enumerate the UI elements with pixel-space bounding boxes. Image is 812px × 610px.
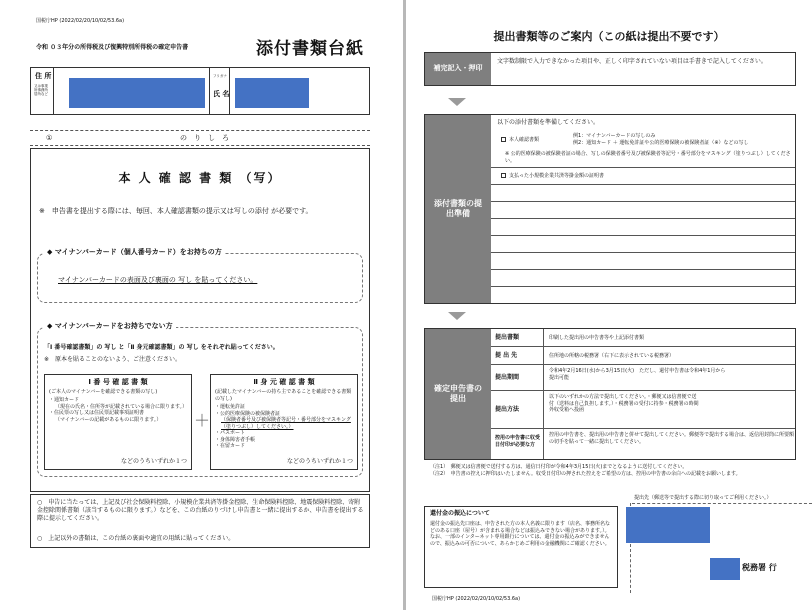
mynumber-card-instruction: マイナンバーカードの表面及び裏面の 写し を貼ってください。 bbox=[58, 276, 258, 284]
identity-confirmation-box bbox=[210, 374, 358, 470]
row-value: 印刷した提出用の申告書等や上記添付書類 bbox=[549, 335, 645, 341]
id-doc-examples bbox=[573, 133, 793, 146]
note-2: （注2） 申告書の控えに押印はいたしません。収受日付印の押された控えをご希望の方は、控用の申告書の余白への記載をお願いします。 bbox=[430, 470, 741, 477]
mynumber-card-heading: ◆ マイナンバーカード（個人番号カード）をお持ちの方 bbox=[44, 248, 225, 257]
plus-icon: ＋ bbox=[194, 411, 211, 430]
checkbox-label: 本人確認書類 bbox=[509, 137, 540, 143]
number-confirmation-subtitle: (ご本人のマイナンバーを確認できる書類の写し) bbox=[49, 389, 158, 395]
glue-number: ① bbox=[46, 134, 53, 142]
table-row bbox=[491, 329, 795, 347]
row-label: 提出方法 bbox=[495, 406, 520, 413]
checkbox-label: 支払った小規模企業共済等掛金額の証明書 bbox=[509, 173, 605, 179]
document-title: 添付書類台紙 bbox=[256, 39, 364, 59]
right-page bbox=[406, 0, 812, 610]
blank-entry-lines bbox=[491, 167, 795, 303]
list-item: ・身体障害者手帳 bbox=[215, 436, 256, 443]
tax-office-suffix: 税務署 行 bbox=[742, 563, 777, 572]
list-item: （マイナンバーの記載があるものに限ります。） bbox=[55, 416, 162, 423]
submission-notes bbox=[430, 464, 796, 477]
address-sublabel: 又は事業所事務所居所など bbox=[34, 84, 48, 97]
address-redaction bbox=[69, 78, 205, 108]
list-item: ・在留カード bbox=[215, 443, 246, 449]
attachment-prep-intro: 以下の添付書類を準備してください。 bbox=[497, 119, 600, 126]
name-label: 氏 名 bbox=[213, 90, 230, 98]
guide-title: 提出書類等のご案内（この紙は提出不要です） bbox=[493, 30, 725, 43]
arrow-down-icon bbox=[448, 98, 466, 106]
id-doc-masking-note: ※ 公的医療保険の被保険者証の場合、写しの保険者番号及び被保険者等記号・番号部分をマスキング（塗りつぶし）してください。 bbox=[505, 151, 791, 164]
list-item: ・運転免許証 bbox=[215, 404, 246, 410]
list-item: ・通知カード bbox=[49, 397, 80, 403]
row-value: 以下のいずれかの方法で提出してください。・郵便又は信書便で送付（送料は自己負担します。）・税務署の受付に持参・税務署の時間外収受箱へ投函 bbox=[549, 394, 699, 413]
attachment-prep-label: 添付書類の提出準備 bbox=[425, 115, 491, 303]
list-item: ・パスポート bbox=[215, 430, 246, 436]
name-kana-label: フリガナ bbox=[213, 74, 227, 78]
attachment-prep-row bbox=[424, 114, 796, 304]
submission-label: 確定申告書の提出 bbox=[425, 329, 491, 459]
id-documents-heading: 本 人 確 認 書 類 （写） bbox=[118, 171, 282, 185]
id-document-frame bbox=[30, 148, 370, 492]
example-2: 例2：通知カード ＋ 運転免許証や公的医療保険の被保険者証（※）などの写し bbox=[573, 139, 749, 146]
table-row bbox=[491, 347, 795, 365]
number-confirmation-title: Ⅰ 番 号 確 認 書 類 bbox=[88, 378, 148, 386]
row-label: 提 出 先 bbox=[495, 352, 518, 359]
refund-transfer-title: 還付金の振込について bbox=[430, 510, 490, 517]
number-confirmation-box bbox=[44, 374, 192, 470]
submission-row bbox=[424, 328, 796, 460]
cut-line-horizontal bbox=[632, 503, 812, 504]
no-mynumber-card-heading: ◆ マイナンバーカードをお持ちでない方 bbox=[44, 322, 176, 331]
row-value: 控用の申告書を、提出用の申告書と併せて提出してください。郵便等で提出する場合は、返信用封筒に所要額の切手を貼って一緒に提出してください。 bbox=[549, 432, 795, 445]
list-item: ・公的医療保険の被保険者証 bbox=[215, 410, 281, 417]
row-value: 住所地の所轄の税務署（右下に表示されている税務署） bbox=[549, 353, 675, 359]
identity-confirmation-list bbox=[215, 404, 355, 450]
table-row bbox=[491, 391, 795, 429]
left-page bbox=[0, 0, 402, 610]
number-confirmation-list bbox=[49, 397, 189, 423]
mynumber-card-section bbox=[37, 248, 363, 303]
name-redaction bbox=[235, 78, 309, 108]
row-value: 令和4年2月16日(水)から3月15日(火) ただし、還付申告書は令和4年1月から提出可能 bbox=[549, 368, 726, 381]
tax-office-name-redaction bbox=[710, 558, 740, 580]
list-item: （現在の氏名・住所等が記載されている場合に限ります。） bbox=[55, 403, 188, 410]
address-label: 住 所 bbox=[35, 72, 52, 80]
refund-transfer-box bbox=[424, 506, 618, 588]
glue-label: の り し ろ bbox=[180, 134, 229, 142]
id-documents-note: ※ 申告書を提出する際には、毎回、本人確認書類の提示又は写しの添付 が必要です。 bbox=[39, 207, 313, 215]
supplement-row bbox=[424, 52, 796, 86]
cut-instruction: 提出先（郵送等で提出する際に切り取ってご利用ください。） bbox=[634, 495, 772, 501]
identity-confirmation-title: Ⅱ 身 元 確 認 書 類 bbox=[253, 378, 315, 386]
note-1: （注1） 郵便又は信書便で送付する方は、通信日付印が令和4年3月15日(火)までとなるように送付してください。 bbox=[430, 464, 688, 470]
recipient-address-redaction bbox=[626, 507, 710, 543]
address-name-box bbox=[30, 67, 370, 115]
glue-margin bbox=[30, 130, 370, 146]
left-footer-box bbox=[30, 494, 370, 548]
supplement-text: 文字数制限で入力できなかった項目や、正しく印字されていない項目は手書きで記入してください。 bbox=[497, 58, 767, 65]
list-item: ・住民票の写し又は住民票記載事項証明書 bbox=[49, 410, 145, 416]
left-stamp: 国税庁HP (2022/02/20/10/02/53.6a) bbox=[36, 18, 125, 24]
table-row bbox=[491, 365, 795, 391]
row-label: 控用の申告書に収受日付印が必要な方 bbox=[495, 435, 541, 448]
arrow-down-icon bbox=[448, 312, 466, 320]
no-mynumber-card-instruction: 「Ⅰ 番号確認書類」の 写し と「Ⅱ 身元確認書類」の 写し をそれぞれ貼ってください。 bbox=[44, 344, 279, 351]
no-mynumber-card-section bbox=[37, 322, 363, 477]
right-stamp: 国税庁HP (2022/02/20/10/02/53.6a) bbox=[432, 596, 521, 602]
number-confirmation-footnote: などのうちいずれか１つ bbox=[120, 458, 187, 466]
example-1: 例1：マイナンバーカードの写しのみ bbox=[573, 133, 656, 139]
identity-confirmation-footnote: などのうちいずれか１つ bbox=[286, 458, 353, 466]
refund-transfer-text: 還付金の振込先口座は、申告された方の本人名義に限ります（店名、事務所名などのある口座（屋号）が含まれる場合などは振込みできない場合があります。）。なお、一部のインターネット専用銀行については、還付金の振込みができませんので、振込みの可否について、あらかじめご利用の金融機関にご確認ください。 bbox=[430, 521, 611, 547]
form-year-header: 令和 ０３年分の所得税及び復興特別所得税の確定申告書 bbox=[36, 44, 189, 51]
row-label: 提出書類 bbox=[495, 334, 520, 341]
identity-confirmation-subtitle: (記載したマイナンバーの持ち主であることを確認できる書類の写し) bbox=[215, 389, 352, 402]
supplement-label: 補完記入・押印 bbox=[425, 53, 491, 85]
footer-note-2: ○ 上記以外の書類は、この台紙の裏面や適宜の用紙に貼ってください。 bbox=[37, 535, 235, 542]
row-label: 提出期間 bbox=[495, 374, 520, 381]
no-mynumber-card-note: ※ 原本を貼ることのないよう、ご注意ください。 bbox=[44, 356, 182, 363]
list-item: （保険者番号及び被保険者等記号・番号部分をマスキング（塗りつぶし）してください。） bbox=[221, 417, 351, 430]
id-doc-checkbox-item[interactable] bbox=[501, 137, 567, 144]
checkbox[interactable] bbox=[501, 137, 506, 142]
footer-note-1: ○ 申告に当たっては、上記及び社会保険料控除、小規模企業共済等掛金控除、生命保険料控除、地震保険料控除、寄附金控除関係書類（該当するものに限ります。）などを、この台紙のりづけし申告書と一緒に提出するか、申告書を提出する際に提示してください。 bbox=[37, 499, 364, 522]
table-row bbox=[491, 429, 795, 459]
